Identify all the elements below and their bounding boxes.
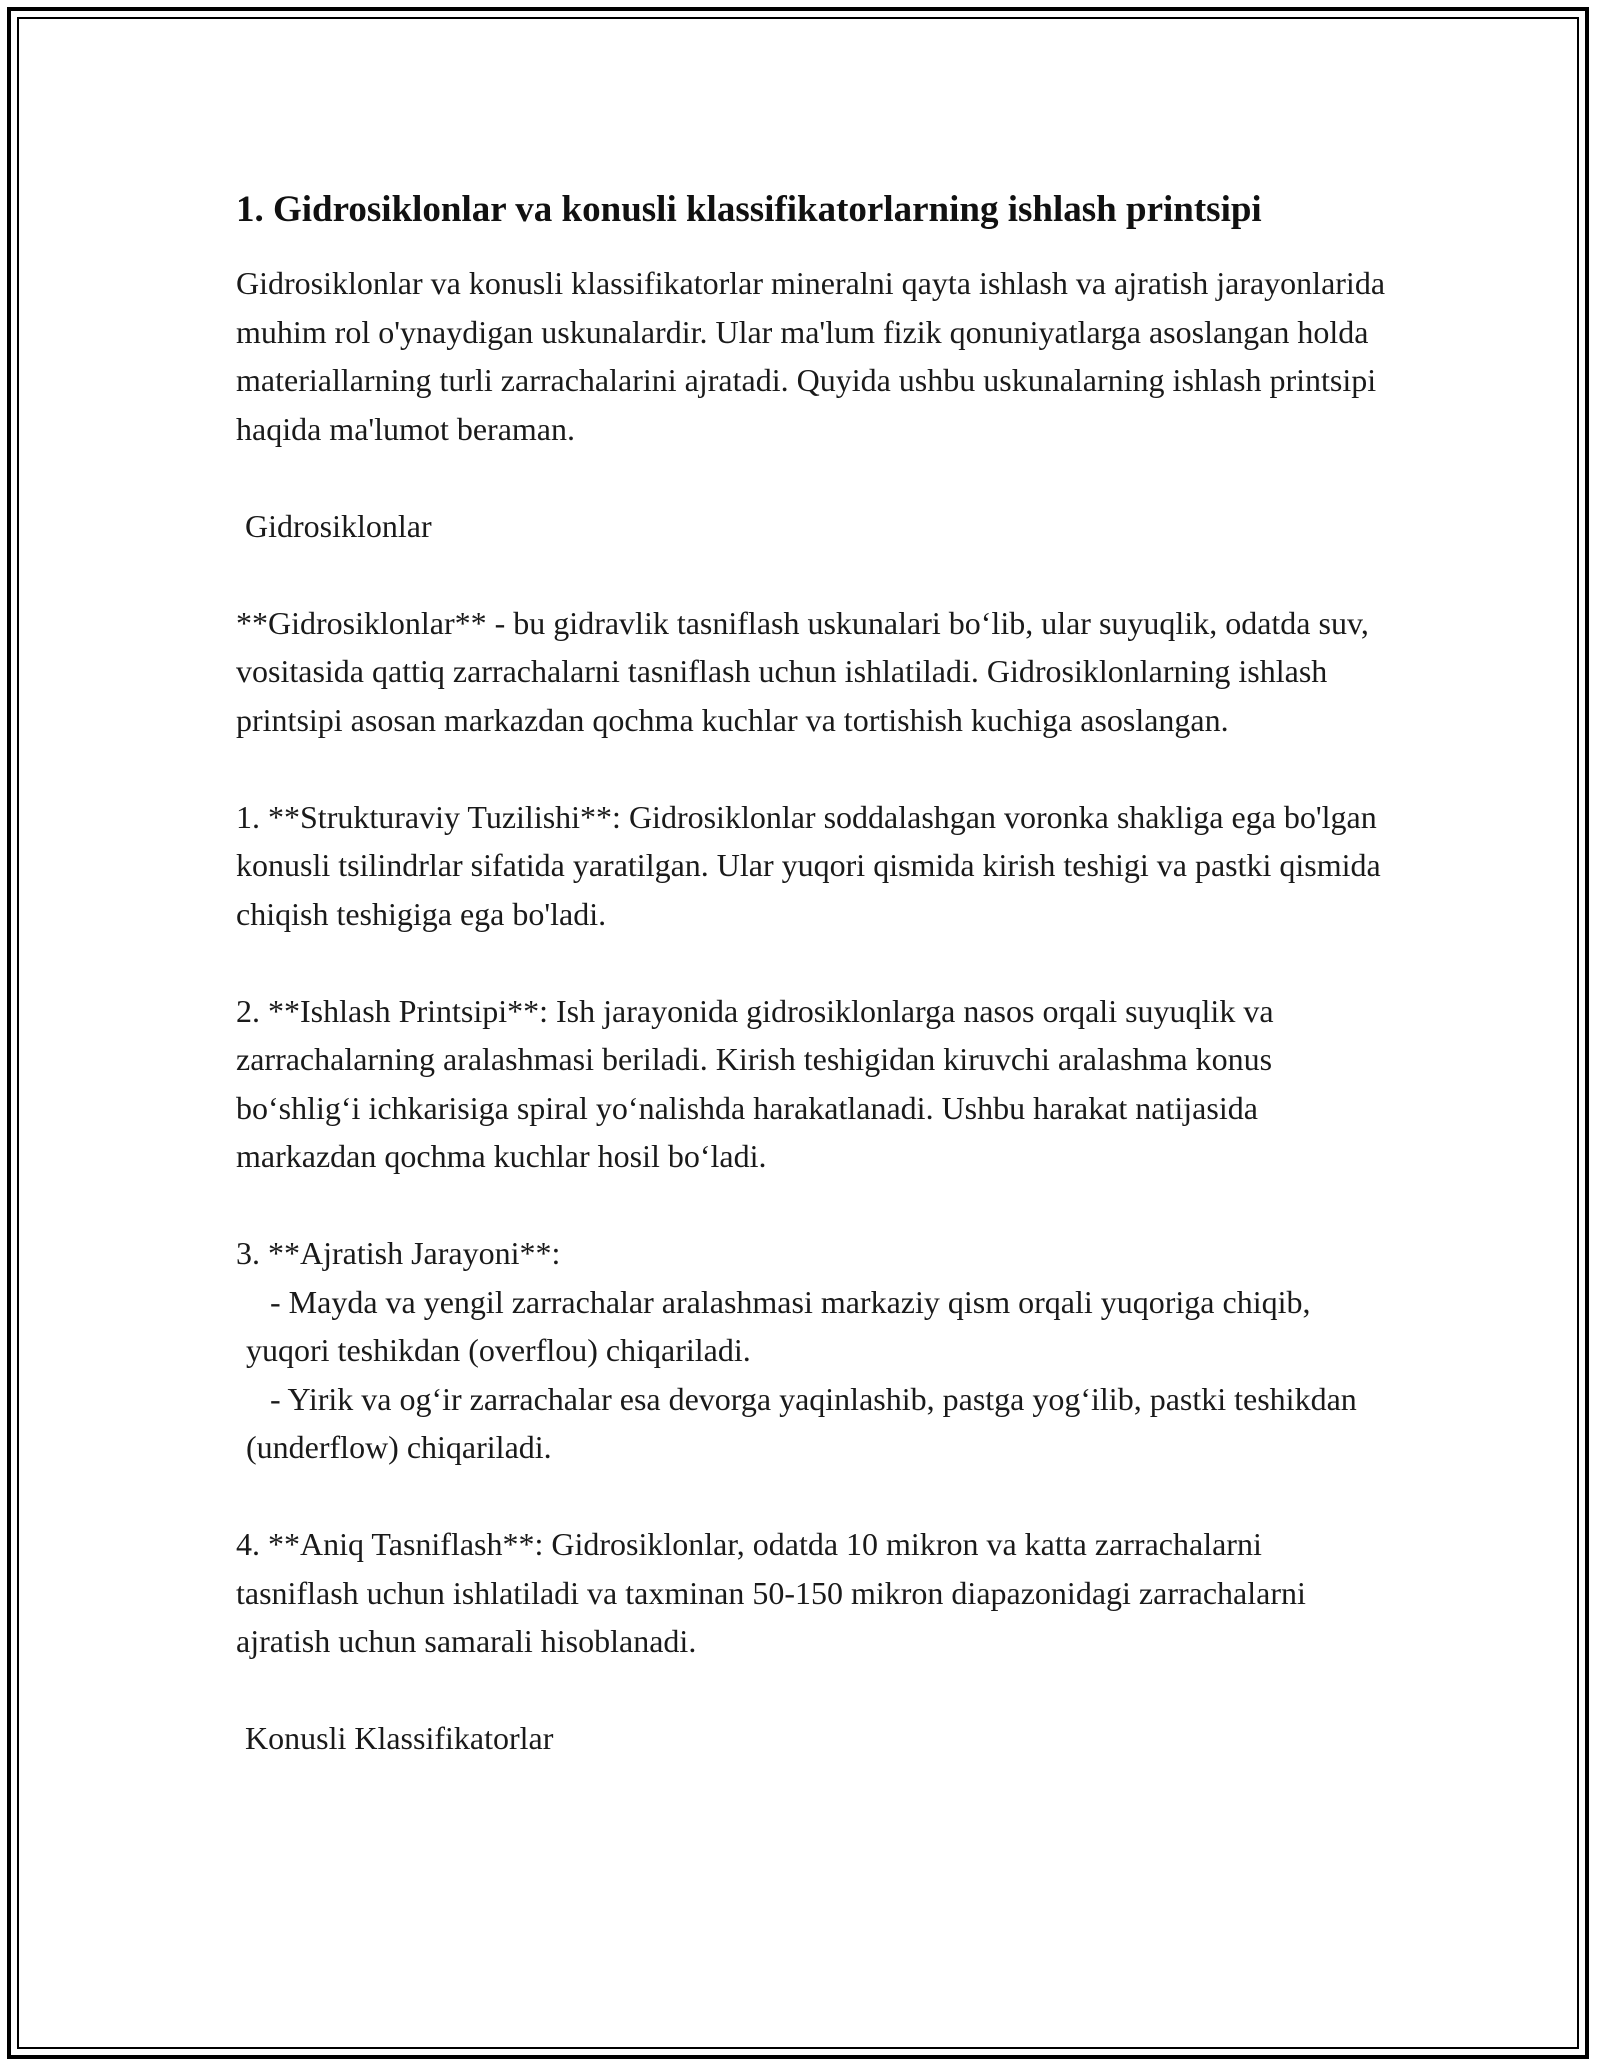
- paragraph-gap: [236, 453, 1386, 502]
- list-item-3-bullet-a: [236, 1278, 1386, 1375]
- intro-paragraph: Gidrosiklonlar va konusli klassifikatorlar mineralni qayta ishlash va ajratish jarayonlarida muhim rol o'ynaydigan uskunalardir. Ular ma'lum fizik qonuniyatlarga asoslangan holda materiallarning turli zarrachalarini ajratadi. Quyida ushbu uskunalarning ishlash printsipi haqida ma'lumot beraman.: [236, 265, 1394, 447]
- list-item-4: 4. **Aniq Tasniflash**: Gidrosiklonlar, odatda 10 mikron va katta zarrachalarni tasniflash uchun ishlatiladi va taxminan 50-150 mikron diapazonidagi zarrachalarni ajratish uchun samarali hisoblanadi.: [236, 1526, 1314, 1659]
- paragraph-gap: [236, 744, 1386, 793]
- paragraph-gap: [236, 1666, 1386, 1715]
- document-title: 1. Gidrosiklonlar va konusli klassifikatorlarning ishlash printsipi: [236, 189, 1262, 230]
- bullet-a-text: - Mayda va yengil zarrachalar aralashmasi markaziy qism orqali yuqoriga chiqib, yuqori teshikdan (overflou) chiqariladi.: [246, 1283, 1319, 1368]
- list-item-3-bullet-b: [236, 1375, 1386, 1472]
- bullet-indent: [246, 1381, 270, 1417]
- section-heading-gidrosiklonlar: Gidrosiklonlar: [245, 507, 432, 544]
- paragraph-gap: [236, 938, 1386, 987]
- list-item-3-heading: 3. **Ajratish Jarayoni**:: [236, 1235, 561, 1271]
- section-heading-konusli-klassifikatorlar: Konusli Klassifikatorlar: [245, 1720, 554, 1756]
- paragraph-gap: [236, 550, 1386, 599]
- document-body: [236, 182, 1394, 1763]
- gidrosiklonlar-paragraph: **Gidrosiklonlar** - bu gidravlik tasniflash uskunalari bo‘lib, ular suyuqlik, odatda suv, vositasida qattiq zarrachalarni tasniflash uchun ishlatiladi. Gidrosiklonlarning ishlash printsipi asosan markazdan qochma kuchlar va tortishish kuchiga asoslangan.: [236, 604, 1377, 738]
- list-item-2: 2. **Ishlash Printsipi**: Ish jarayonida gidrosiklonlarga nasos orqali suyuqlik va zarrachalarning aralashmasi beriladi. Kirish teshigidan kiruvchi aralashma konus bo‘shlig‘i ichkarisiga spiral yo‘nalishda harakatlanadi. Ushbu harakat natijasida markazdan qochma kuchlar hosil bo‘ladi.: [236, 992, 1282, 1174]
- paragraph-gap: [236, 1181, 1386, 1230]
- bullet-indent: [246, 1284, 270, 1320]
- list-item-1: 1. **Strukturaviy Tuzilishi**: Gidrosiklonlar soddalashgan voronka shakliga ega bo'lgan konusli tsilindrlar sifatida yaratilgan. Ular yuqori qismida kirish teshigi va pastki qismida chiqish teshigiga ega bo'ladi.: [236, 798, 1389, 932]
- paragraph-gap: [236, 1472, 1386, 1521]
- bullet-b-text: - Yirik va og‘ir zarrachalar esa devorga yaqinlashib, pastga yog‘ilib, pastki teshikdan (underflow) chiqariladi.: [246, 1380, 1365, 1465]
